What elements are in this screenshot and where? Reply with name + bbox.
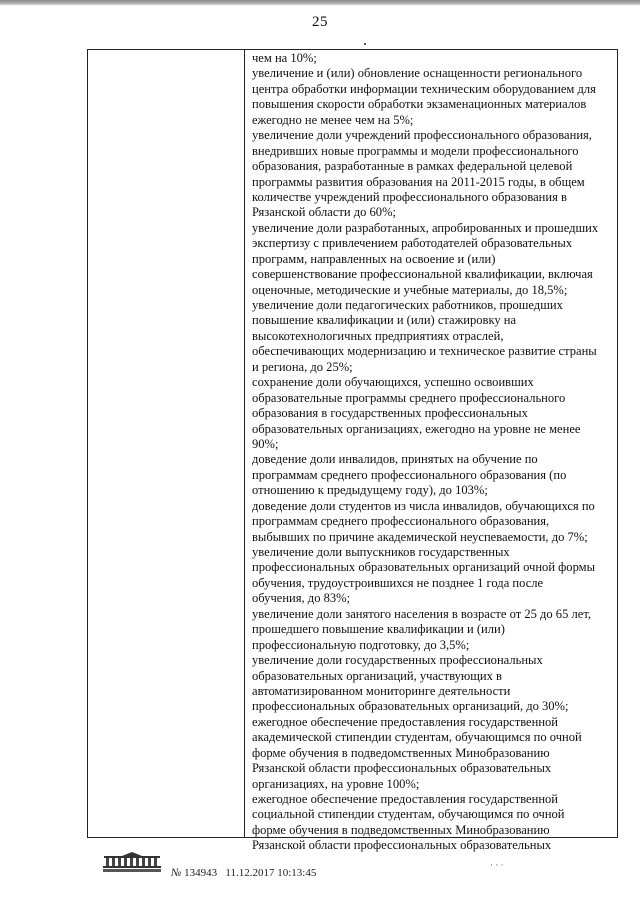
text-line: программам среднего профессионального образования, bbox=[252, 514, 550, 529]
text-line: Рязанской области до 60%; bbox=[252, 205, 397, 220]
text-line: чем на 10%; bbox=[252, 51, 317, 65]
scan-top-edge bbox=[0, 0, 640, 6]
text-line: и региона, до 25%; bbox=[252, 359, 353, 374]
scan-marks: · · · bbox=[490, 860, 504, 870]
text-line: совершенствование профессиональной квалификации, включая bbox=[252, 267, 593, 282]
text-line: внедривших новые программы и модели профессионального bbox=[252, 143, 579, 158]
text-line: образовательных организациях, ежегодно на уровне не менее bbox=[252, 421, 581, 436]
text-line: увеличение доли педагогических работников, прошедших bbox=[252, 298, 563, 312]
text-line: увеличение доли занятого населения в возрасте от 25 до 65 лет, bbox=[252, 606, 591, 621]
text-line: высокотехнологичных предприятиях отраслей, bbox=[252, 328, 504, 343]
text-line: увеличение доли выпускников государственных bbox=[252, 545, 510, 559]
text-line: образования в государственных профессиональных bbox=[252, 406, 528, 421]
text-line: обеспечивающих модернизацию и техническое развитие страны bbox=[252, 344, 597, 359]
text-line: повышение квалификации и (или) стажировку на bbox=[252, 313, 517, 328]
building-seal-icon bbox=[100, 852, 164, 872]
text-line: повышения скорости обработки экзаменационных материалов bbox=[252, 97, 587, 112]
text-line: увеличение доли учреждений профессионального образования, bbox=[252, 128, 592, 143]
text-line: программ, направленных на освоение и (или) bbox=[252, 251, 496, 266]
text-line: форме обучения в подведомственных Минобразованию bbox=[252, 745, 550, 760]
text-line: увеличение доли государственных профессиональных bbox=[252, 653, 543, 668]
text-line: ежегодное обеспечение предоставления государственной bbox=[252, 714, 559, 729]
text-line: автоматизированном мониторинге деятельности bbox=[252, 683, 511, 698]
text-line: доведение доли студентов из числа инвалидов, обучающихся по bbox=[252, 498, 595, 513]
text-line: профессиональных образовательных организаций очной формы bbox=[252, 560, 596, 575]
text-line: центра обработки информации техническим оборудованием для bbox=[252, 81, 596, 96]
text-line: программам среднего профессионального образования (по bbox=[252, 467, 567, 482]
text-line: количестве учреждений профессионального образования в bbox=[252, 189, 567, 204]
text-line: увеличение и (или) обновление оснащенности регионального bbox=[252, 66, 583, 81]
document-timestamp: 11.12.2017 10:13:45 bbox=[225, 867, 317, 879]
text-line: форме обучения в подведомственных Минобразованию bbox=[252, 822, 550, 837]
text-line: социальной стипендии студентам, обучающимся по очной bbox=[252, 807, 565, 822]
text-line: профессиональных образовательных организаций, до 30%; bbox=[252, 699, 569, 714]
text-line: образования, разработанные в рамках федеральной целевой bbox=[252, 159, 573, 174]
footer bbox=[100, 852, 600, 892]
document-number: 134943 bbox=[184, 867, 218, 879]
text-line: организациях, на уровне 100%; bbox=[252, 776, 420, 791]
text-line: профессиональную подготовку, до 3,5%; bbox=[252, 637, 470, 652]
table-left-cell bbox=[88, 50, 245, 837]
text-line: сохранение доли обучающихся, успешно освоивших bbox=[252, 375, 534, 390]
text-line: 90%; bbox=[252, 436, 279, 451]
text-line: Рязанской области профессиональных образовательных bbox=[252, 838, 552, 853]
text-line: оценочные, методические и учебные материалы, до 18,5%; bbox=[252, 282, 568, 297]
text-line: обучения, до 83%; bbox=[252, 591, 351, 606]
text-line: увеличение доли разработанных, апробированных и прошедших bbox=[252, 220, 599, 235]
text-line: образовательные программы среднего профессионального bbox=[252, 390, 566, 405]
document-stamp bbox=[171, 867, 316, 879]
text-line: ежегодно не менее чем на 5%; bbox=[252, 112, 414, 127]
number-sign: № bbox=[171, 867, 182, 879]
text-line: программы развития образования на 2011-2015 годы, в общем bbox=[252, 174, 585, 189]
document-table bbox=[87, 49, 618, 853]
text-line: прошедшего повышение квалификации и (или) bbox=[252, 622, 505, 637]
text-line: академической стипендии студентам, обучающимся по очной bbox=[252, 730, 582, 745]
text-line: ежегодное обеспечение предоставления государственной bbox=[252, 792, 559, 806]
text-line: обучения, трудоустроившихся не позднее 1 года после bbox=[252, 575, 544, 590]
text-line: доведение доли инвалидов, принятых на обучение по bbox=[252, 452, 538, 467]
text-line: выбывших по причине академической неуспеваемости, до 7%; bbox=[252, 529, 588, 544]
scan-dot bbox=[364, 43, 366, 45]
text-line: экспертизу с привлечением работодателей образовательных bbox=[252, 236, 573, 251]
text-line: отношению к предыдущему году), до 103%; bbox=[252, 483, 488, 498]
page-number: 25 bbox=[312, 14, 328, 30]
text-line: Рязанской области профессиональных образовательных bbox=[252, 761, 552, 776]
text-line: образовательных организаций, участвующих в bbox=[252, 668, 502, 683]
table-text-cell bbox=[252, 51, 614, 854]
